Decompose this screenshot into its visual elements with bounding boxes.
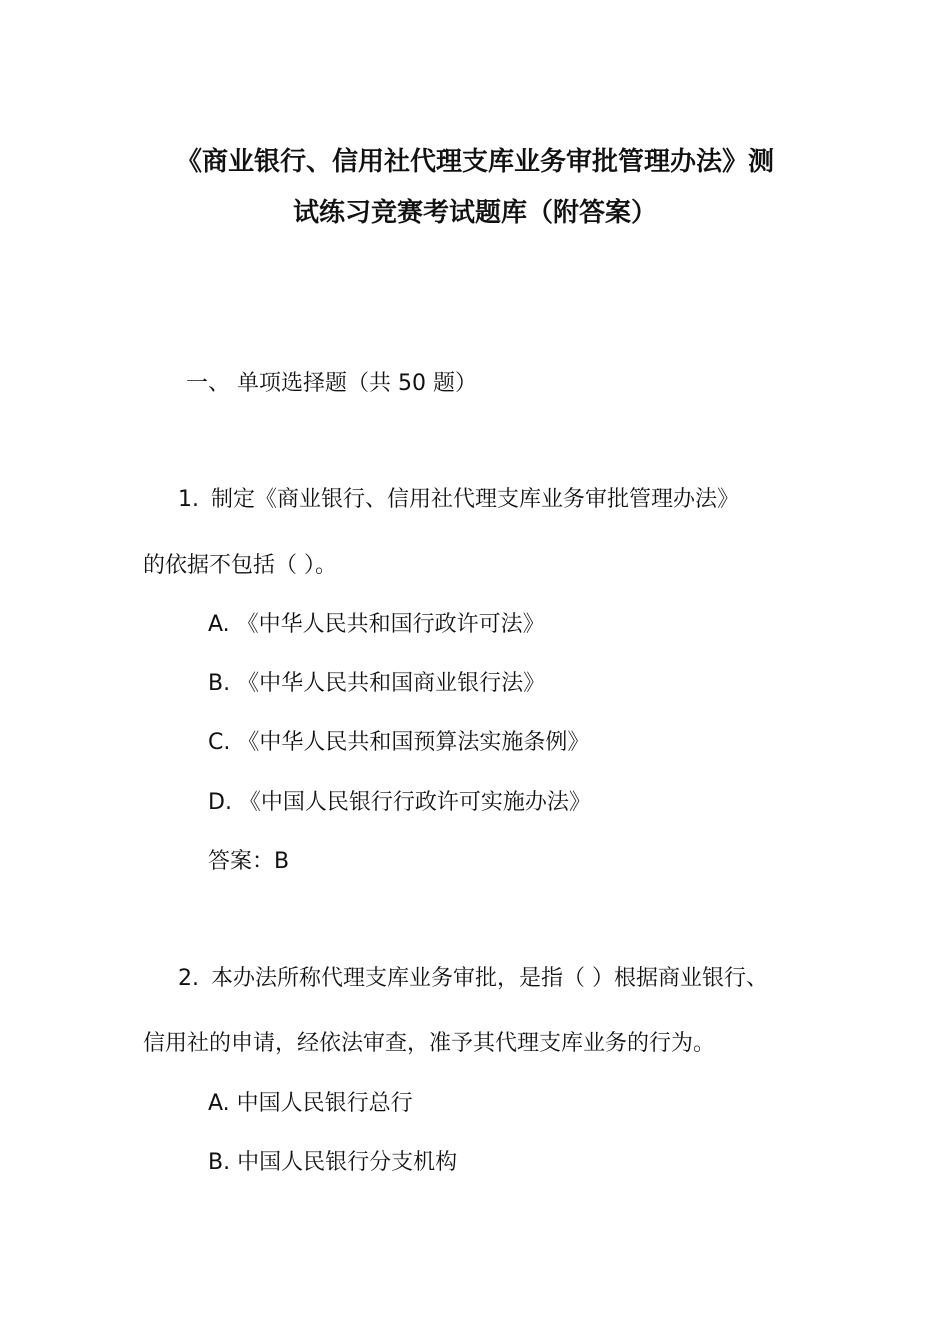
question-2-stem-line-1: 本办法所称代理支库业务审批，是指（ ）根据商业银行、 <box>211 966 768 991</box>
question-1-answer: 答案：B <box>208 849 290 874</box>
question-1-option-d: D. 《中国人民银行行政许可实施办法》 <box>208 790 591 815</box>
question-2-option-b: B. 中国人民银行分支机构 <box>208 1150 458 1175</box>
question-2-stem <box>178 963 768 995</box>
question-1-option-a: A. 《中华人民共和国行政许可法》 <box>208 612 545 637</box>
section-heading: 一、 单项选择题（共 50 题） <box>186 371 477 396</box>
question-2-number: 2. <box>178 966 199 991</box>
question-1-stem-line-1: 制定《商业银行、信用社代理支库业务审批管理办法》 <box>211 487 740 512</box>
question-1-number: 1. <box>178 487 199 512</box>
document-title-line-2: 试练习竞赛考试题库（附答案） <box>292 198 657 228</box>
question-1-stem <box>178 484 739 516</box>
question-2-stem-line-2: 信用社的申请，经依法审查，准予其代理支库业务的行为。 <box>143 1031 716 1056</box>
question-1-stem-line-2: 的依据不包括（ ）。 <box>143 553 337 578</box>
question-2-option-a: A. 中国人民银行总行 <box>208 1091 413 1116</box>
document-title-line-1: 《商业银行、信用社代理支库业务审批管理办法》测 <box>175 147 774 177</box>
question-1-option-c: C. 《中华人民共和国预算法实施条例》 <box>208 730 590 755</box>
question-1-option-b: B. 《中华人民共和国商业银行法》 <box>208 671 546 696</box>
